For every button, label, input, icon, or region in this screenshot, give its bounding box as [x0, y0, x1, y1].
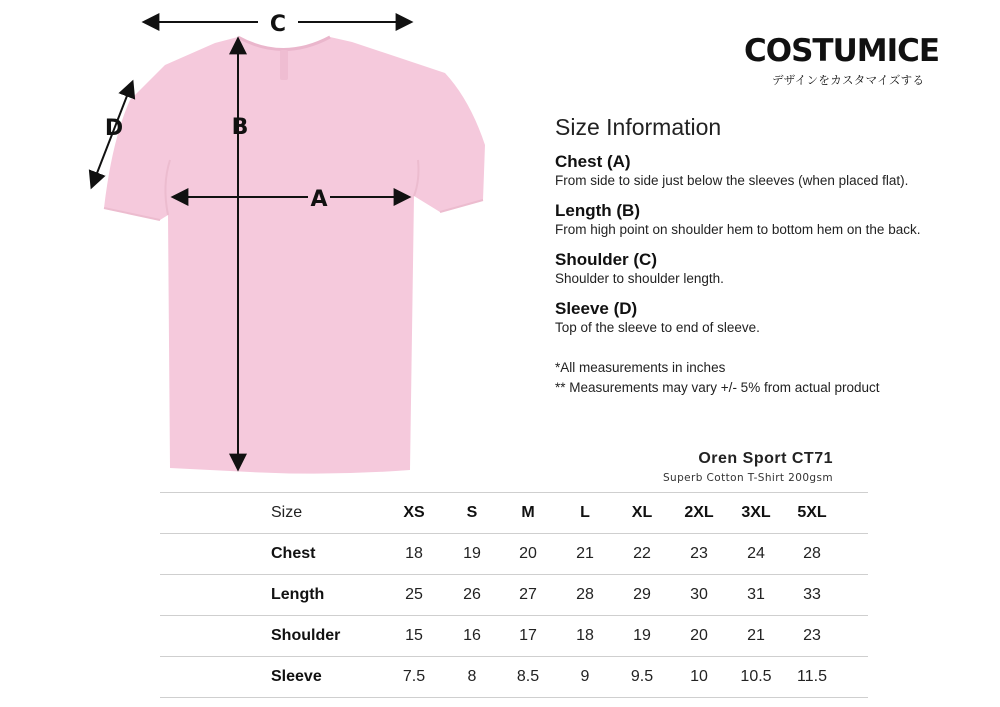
brand-logo: COSTUMICE: [744, 33, 940, 69]
size-header-xs: XS: [403, 504, 425, 521]
size-header-l: L: [580, 504, 590, 521]
row-label: Sleeve: [271, 668, 322, 685]
table-cell: 23: [803, 627, 821, 644]
row-label: Shoulder: [271, 627, 341, 644]
size-header-5xl: 5XL: [797, 504, 827, 521]
table-cell: 17: [519, 627, 537, 644]
info-item-sleeve: [555, 299, 975, 337]
size-header-2xl: 2XL: [684, 504, 714, 521]
table-cell: 30: [690, 586, 708, 603]
size-header-xl: XL: [631, 504, 653, 521]
table-cell: 16: [463, 627, 481, 644]
info-description: Shoulder to shoulder length.: [555, 271, 724, 286]
brand-tagline: デザインをカスタマイズする: [772, 73, 925, 87]
info-description: Top of the sleeve to end of sleeve.: [555, 320, 760, 335]
dimension-b-label: B: [231, 115, 249, 140]
info-description: From high point on shoulder hem to bottom hem on the back.: [555, 222, 921, 237]
table-cell: 22: [633, 545, 651, 562]
info-item-length: [555, 201, 975, 239]
table-cell: 20: [519, 545, 537, 562]
table-row-shoulder: [160, 616, 868, 657]
note-variance: ** Measurements may vary +/- 5% from actual product: [555, 380, 880, 395]
table-cell: 24: [747, 545, 765, 562]
table-cell: 7.5: [402, 668, 426, 685]
table-cell: 28: [576, 586, 594, 603]
size-info-title: Size Information: [555, 114, 722, 140]
table-cell: 19: [633, 627, 651, 644]
table-cell: 10.5: [740, 668, 772, 685]
row-label: Chest: [271, 545, 316, 562]
table-cell: 31: [747, 586, 765, 603]
table-cell: 21: [747, 627, 765, 644]
table-cell: 20: [690, 627, 708, 644]
tag-mark: [280, 50, 288, 80]
info-heading: Chest (A): [555, 152, 631, 171]
table-cell: 10: [690, 668, 708, 685]
table-cell: 8.5: [516, 668, 540, 685]
table-cell: 29: [633, 586, 651, 603]
info-heading: Length (B): [555, 201, 640, 220]
product-title: Oren Sport CT71: [698, 450, 833, 467]
table-header-size: Size: [271, 504, 303, 521]
table-cell: 15: [405, 627, 423, 644]
size-header-3xl: 3XL: [741, 504, 771, 521]
size-table: [160, 492, 868, 698]
table-cell: 23: [690, 545, 708, 562]
tshirt-shape: [104, 37, 485, 474]
table-cell: 21: [576, 545, 594, 562]
table-cell: 18: [576, 627, 594, 644]
size-header-s: S: [466, 504, 478, 521]
table-cell: 28: [803, 545, 821, 562]
row-label: Length: [271, 586, 325, 603]
table-cell: 27: [519, 586, 537, 603]
table-row-chest: [160, 534, 868, 575]
note-units: *All measurements in inches: [555, 360, 726, 375]
table-cell: 9: [580, 668, 590, 685]
table-cell: 33: [803, 586, 821, 603]
dimension-d-label: D: [104, 116, 124, 141]
table-cell: 25: [405, 586, 423, 603]
table-cell: 19: [463, 545, 481, 562]
table-cell: 26: [463, 586, 481, 603]
dimension-a-label: A: [310, 187, 328, 212]
info-item-shoulder: [555, 250, 975, 288]
size-header-m: M: [521, 504, 535, 521]
table-row-length: [160, 575, 868, 616]
table-cell: 18: [405, 545, 423, 562]
info-heading: Sleeve (D): [555, 299, 638, 318]
product-subtitle: Superb Cotton T-Shirt 200gsm: [662, 472, 833, 484]
tshirt-diagram: [0, 0, 560, 490]
table-cell: 9.5: [630, 668, 654, 685]
info-heading: Shoulder (C): [555, 250, 657, 269]
info-item-chest: [555, 152, 975, 190]
dimension-c-label: C: [269, 12, 287, 37]
table-cell: 11.5: [797, 668, 827, 685]
table-row-sleeve: [160, 657, 868, 698]
table-cell: 8: [467, 668, 477, 685]
table-header-row: [160, 492, 868, 534]
info-description: From side to side just below the sleeves (when placed flat).: [555, 173, 909, 188]
